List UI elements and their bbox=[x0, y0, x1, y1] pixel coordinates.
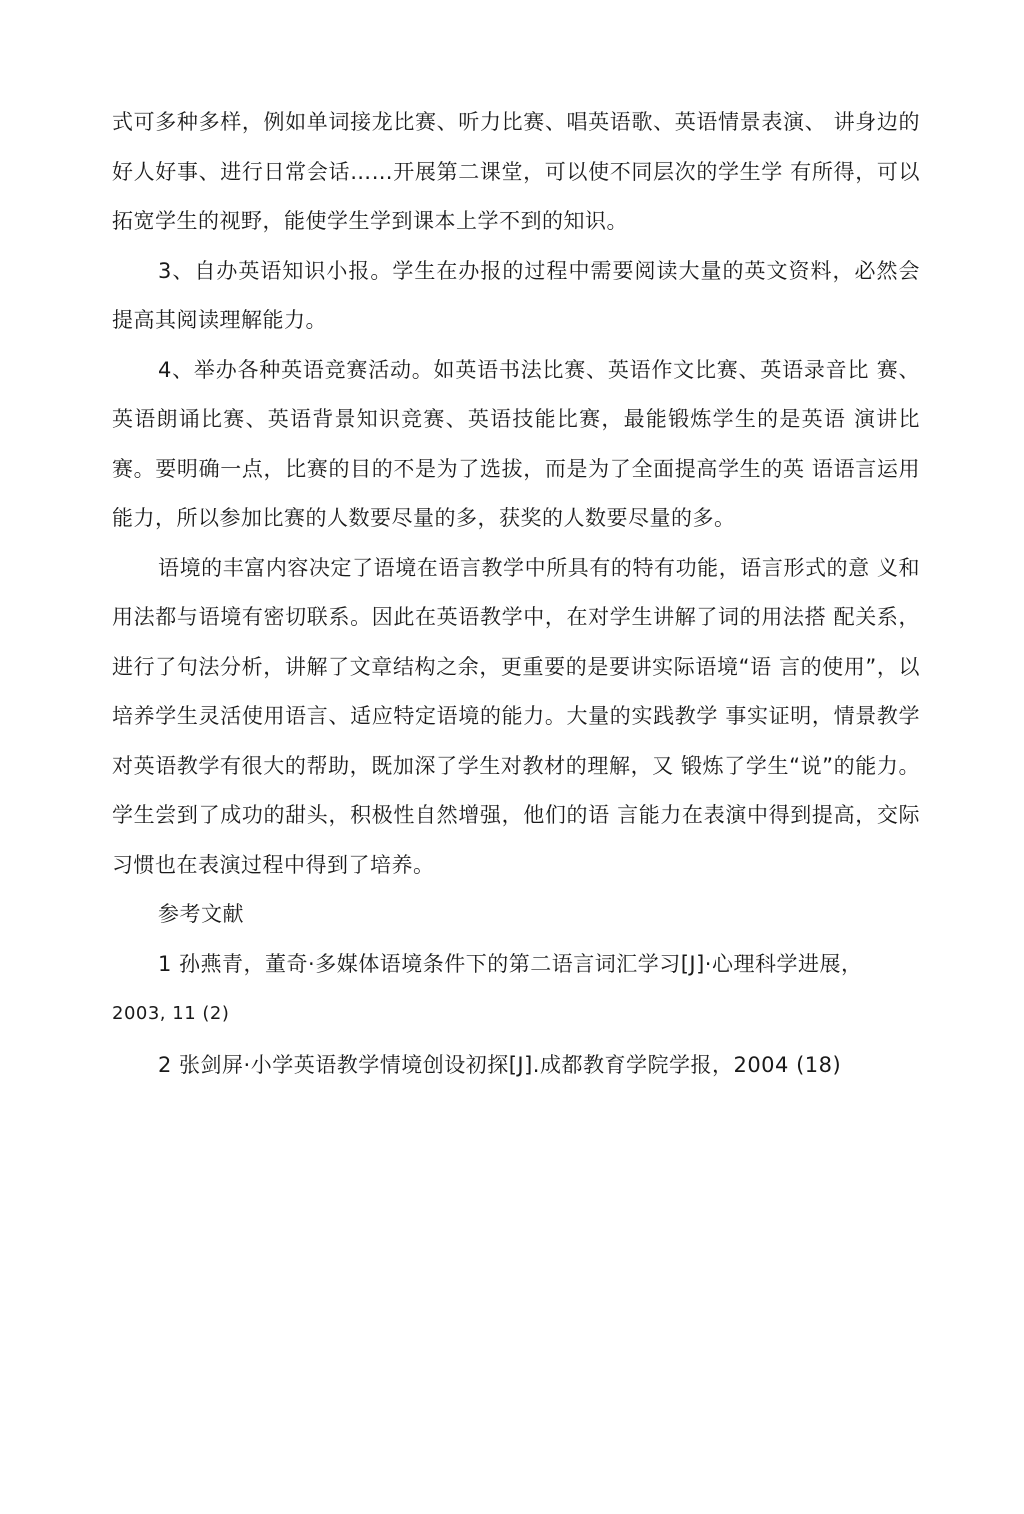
reference-2: 2 张剑屏·小学英语教学情境创设初探[J].成都教育学院学报，2004 (18) bbox=[158, 1052, 842, 1077]
paragraph-english-newspaper: 3、自办英语知识小报。学生在办报的过程中需要阅读大量的英文资料，必然会提高其阅读理解能力。 bbox=[112, 258, 920, 332]
paragraph-context-teaching: 语境的丰富内容决定了语境在语言教学中所具有的特有功能，语言形式的意 义和用法都与语境有密切联系。因此在英语教学中，在对学生讲解了词的用法搭 配关系，进行了句法分析，讲解了文章结构之余，更重要的是要讲实际语境“语 言的使用”，以培养学生灵活使用语言、适应特定语境的能力。大量的实践教学 事实证明，情景教学对英语教学有很大的帮助，既加深了学生对教材的理解，又 锻炼了学生“说”的能力。学生尝到了成功的甜头，积极性自然增强，他们的语 言能力在表演中得到提高，交际习惯也在表演过程中得到了培养。 bbox=[112, 555, 920, 877]
references-heading: 参考文献 bbox=[158, 902, 244, 926]
paragraph-english-competitions: 4、举办各种英语竞赛活动。如英语书法比赛、英语作文比赛、英语录音比 赛、英语朗诵比赛、英语背景知识竞赛、英语技能比赛，最能锻炼学生的是英语 演讲比赛。要明确一点，比赛的目的不是为了选拔，而是为了全面提高学生的英 语语言运用能力，所以参加比赛的人数要尽量的多，获奖的人数要尽量的多。 bbox=[112, 357, 920, 530]
document-body bbox=[112, 98, 920, 1090]
reference-1-line-2: 2003, 11 (2) bbox=[112, 1003, 230, 1024]
reference-1-line-1: 1 孙燕青，董奇·多媒体语境条件下的第二语言词汇学习[J]·心理科学进展， bbox=[158, 951, 863, 976]
paragraph-activities-continued: 式可多种多样，例如单词接龙比赛、听力比赛、唱英语歌、英语情景表演、 讲身边的好人好事、进行日常会话……开展第二课堂，可以使不同层次的学生学 有所得，可以拓宽学生的视野，能使学生学到课本上学不到的知识。 bbox=[112, 110, 920, 233]
